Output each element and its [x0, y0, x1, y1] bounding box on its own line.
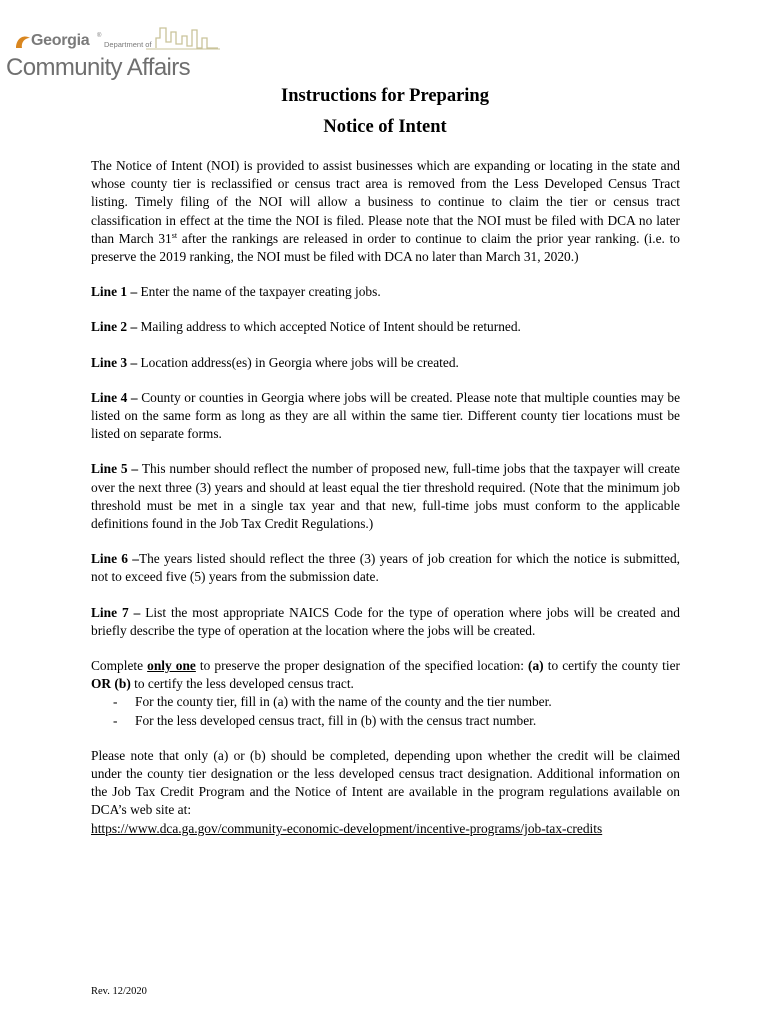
list-item-text: For the less developed census tract, fill in (b) with the census tract number. [135, 712, 537, 728]
line-text: Mailing address to which accepted Notice of Intent should be returned. [140, 319, 521, 335]
option-list [91, 693, 680, 729]
complete-text-1: Complete [91, 658, 148, 674]
note-paragraph [91, 747, 680, 838]
line-separator: – [127, 354, 141, 370]
line-3-instruction [91, 354, 680, 372]
line-text: Enter the name of the taxpayer creating jobs. [140, 284, 381, 300]
peach-swoosh [16, 36, 30, 48]
bullet-dash: - [113, 712, 118, 728]
complete-only-one-paragraph [91, 657, 680, 693]
line-5-instruction [91, 460, 680, 533]
complete-text-2: to preserve the proper designation of the specified location: [195, 658, 529, 674]
logo-agency-name: Community Affairs [6, 54, 191, 81]
list-item-text: For the county tier, fill in (a) with the name of the county and the tier number. [135, 694, 552, 710]
revision-date: Rev. 12/2020 [91, 986, 147, 997]
document-title-line-2: Notice of Intent [323, 117, 447, 137]
line-4-instruction [91, 389, 680, 444]
line-label: Line 4 [91, 389, 128, 405]
skyline-graphic [156, 28, 218, 48]
list-item [91, 693, 680, 711]
bullet-dash: - [113, 694, 118, 710]
note-text: Please note that only (a) or (b) should be completed, depending upon whether the credit will be claimed under the county tier designation or the less developed census tract designation. Additional information on the Job Tax Credit Program and the Notice of Intent are available in the program regulations available on DCA’s web site at: [91, 747, 680, 818]
line-separator: – [127, 389, 142, 405]
logo-state-text: Georgia [31, 32, 90, 49]
complete-text-4: to certify the less developed census tract. [130, 676, 354, 692]
dca-logo [6, 24, 222, 80]
intro-text-1: The Notice of Intent (NOI) is provided to assist businesses which are expanding or locating in the state and whose county tier is reclassified or census tract area is removed from the Less Developed Census Tract listing. Timely filing of the NOI will allow a business to continue to claim the tier or census tract classification in effect at the time the NOI is filed. Please note that the NOI must be filed with DCA no later than March 31 [91, 158, 680, 246]
line-label: Line 6 [91, 551, 128, 567]
line-2-instruction [91, 318, 680, 336]
logo-department-text: Department of [104, 40, 152, 49]
line-label: Line 5 [91, 461, 128, 477]
intro-text-2: after the rankings are released in order to continue to claim the prior year ranking. (i.e. to preserve the 2019 ranking, the NOI must be filed with DCA no later than March 31, 2020.) [91, 230, 680, 265]
line-text: The years listed should reflect the three (3) years of job creation for which the notice is submitted, not to exceed five (5) years from the submission date. [91, 551, 680, 585]
line-text: County or counties in Georgia where jobs will be created. Please note that multiple counties may be listed on the same form as long as they are all within the same tier. Different county tier locations must be listed on separate forms. [91, 389, 681, 442]
document-title-line-1: Instructions for Preparing [281, 86, 489, 106]
line-6-instruction [91, 550, 680, 586]
intro-paragraph [91, 157, 680, 266]
only-one-emphasis: only one [147, 658, 196, 674]
option-a-label: (a) [528, 658, 544, 674]
line-7-instruction [91, 604, 680, 640]
line-text: List the most appropriate NAICS Code for the type of operation where jobs will be created and briefly describe the type of operation at the location where the jobs will be created. [91, 604, 680, 638]
option-b-label: OR (b) [91, 676, 131, 692]
intro-superscript: st [171, 230, 178, 240]
line-separator: – [128, 604, 146, 620]
line-label: Line 2 [91, 319, 128, 335]
line-label: Line 7 [91, 604, 129, 620]
dca-website-link[interactable]: https://www.dca.ga.gov/community-economic-development/incentive-programs/job-tax-credits [91, 820, 603, 836]
complete-text-3: to certify the county tier [543, 658, 680, 674]
line-1-instruction [91, 283, 680, 301]
logo-registered-mark: ® [97, 33, 102, 39]
list-item [91, 712, 680, 730]
line-separator: – [127, 319, 141, 335]
line-separator: – [127, 461, 142, 477]
line-text: This number should reflect the number of proposed new, full-time jobs that the taxpayer will create over the next three (3) years and should at least equal the tier threshold required. (Note that the minimum job threshold must be met in a single tax year and that new, full-time jobs must conform to the applicable definitions found in the Job Tax Credit Regulations.) [91, 461, 681, 532]
line-label: Line 3 [91, 354, 128, 370]
line-text: Location address(es) in Georgia where jobs will be created. [140, 354, 459, 370]
line-label: Line 1 [91, 284, 128, 300]
instructions-body [91, 157, 680, 838]
line-separator: – [127, 284, 141, 300]
line-separator: – [127, 551, 139, 567]
